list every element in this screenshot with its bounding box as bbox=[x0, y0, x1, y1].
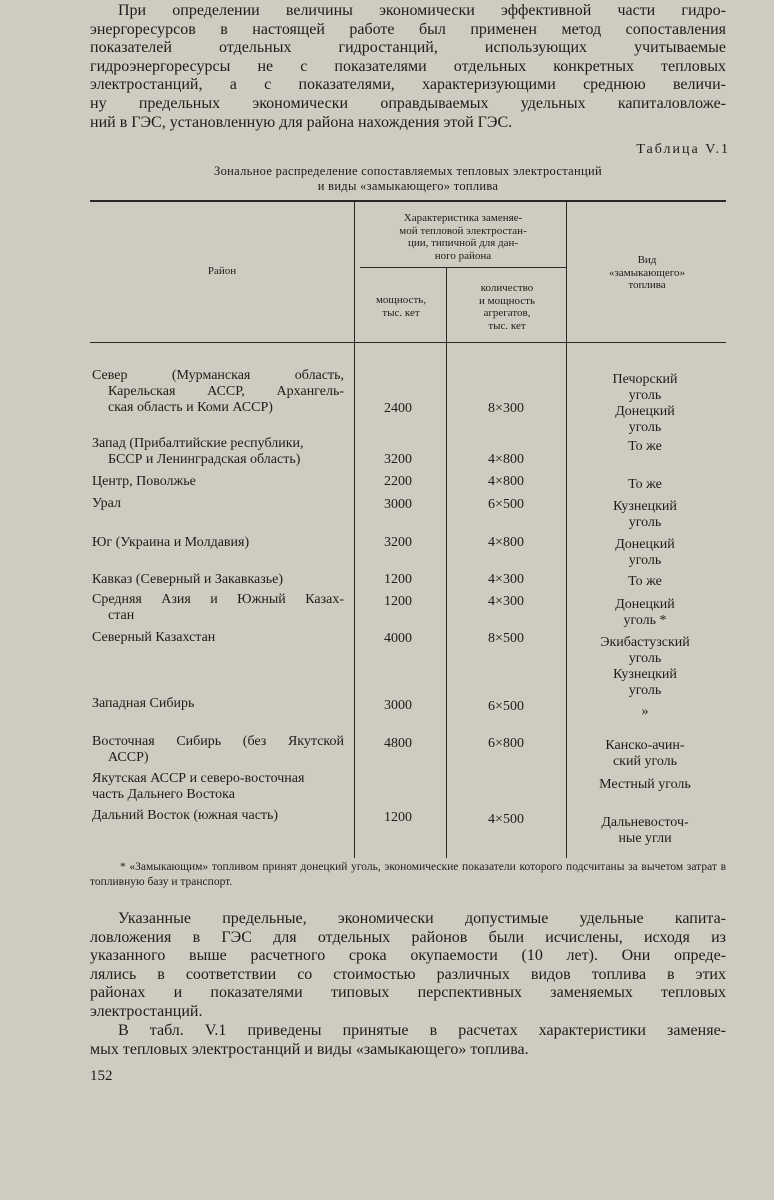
region-line: Урал bbox=[92, 496, 122, 511]
header-line: Вид bbox=[637, 254, 657, 266]
intro-paragraph bbox=[90, 2, 726, 132]
region-cell bbox=[92, 630, 344, 646]
region-line: Западная Сибирь bbox=[92, 696, 195, 711]
header-line: Характеристика заменяе- bbox=[403, 212, 523, 224]
fuel-line: уголь * bbox=[623, 613, 667, 628]
quantity-cell: 8×500 bbox=[488, 631, 524, 646]
quantity-cell: 8×300 bbox=[488, 401, 524, 416]
header-line: тыс. кет bbox=[488, 319, 526, 332]
region-line: Карельская АССР, Архангель- bbox=[108, 384, 344, 399]
region-cell bbox=[92, 535, 344, 551]
region-cell bbox=[92, 474, 344, 490]
region-line: Юг (Украина и Молдавия) bbox=[92, 535, 250, 550]
region-line: Кавказ (Северный и Закавказье) bbox=[92, 572, 284, 587]
fuel-line: Дальневосточ- bbox=[601, 815, 689, 830]
fuel-cell bbox=[570, 635, 720, 699]
fuel-cell bbox=[570, 704, 720, 720]
text-line: ловложения в ГЭС для отдельных районов были исчислены, исходя из bbox=[90, 928, 726, 946]
header-line: «замыкающего» bbox=[609, 266, 685, 279]
fuel-cell bbox=[570, 777, 720, 793]
fuel-line: Канско-ачин- bbox=[605, 738, 685, 753]
fuel-line: ные угли bbox=[618, 831, 672, 846]
power-cell: 3200 bbox=[384, 452, 412, 467]
fuel-cell bbox=[570, 815, 720, 847]
quantity-cell: 4×300 bbox=[488, 594, 524, 609]
header-line: агрегатов, bbox=[483, 307, 531, 319]
power-cell: 2200 bbox=[384, 474, 412, 489]
column-divider bbox=[354, 202, 355, 858]
header-characteristic bbox=[360, 212, 566, 262]
region-line: Средняя Азия и Южный Казах- bbox=[92, 592, 344, 607]
region-cell bbox=[92, 696, 344, 712]
region-line: часть Дальнего Востока bbox=[92, 787, 235, 802]
table-label: Таблица V.1 bbox=[636, 142, 730, 157]
fuel-line: Донецкий bbox=[615, 597, 675, 612]
caption-line: и виды «замыкающего» топлива bbox=[317, 179, 499, 193]
fuel-line: Донецкий bbox=[615, 404, 675, 419]
fuel-cell bbox=[570, 738, 720, 770]
header-line: и мощность bbox=[479, 294, 535, 307]
fuel-line: уголь bbox=[628, 388, 662, 403]
header-fuel bbox=[568, 254, 726, 292]
header-line: топлива bbox=[628, 279, 666, 291]
header-region: Район bbox=[207, 265, 237, 277]
fuel-cell bbox=[570, 372, 720, 436]
fuel-cell bbox=[570, 574, 720, 590]
text-line: При определении величины экономически эффективной части гидро- bbox=[118, 2, 726, 19]
text-line: районах и показателями типовых перспективных заменяемых тепловых bbox=[90, 984, 726, 1002]
fuel-line: То же bbox=[628, 439, 662, 454]
text-line: энергоресурсов в настоящей работе был применен метод сопоставления bbox=[90, 20, 726, 38]
region-cell bbox=[92, 572, 344, 588]
text-line: ну предельных экономически оправдываемых удельных капиталовложе- bbox=[90, 94, 726, 112]
body-paragraph bbox=[90, 910, 726, 1022]
table-footnote: * «Замыкающим» топливом принят донецкий уголь, экономические показатели которого подсчитаны за вычетом затрат в топливную базу и транспорт. bbox=[90, 861, 726, 888]
page-number: 152 bbox=[90, 1068, 113, 1084]
fuel-line: Местный уголь bbox=[599, 777, 691, 792]
region-line: Северный Казахстан bbox=[92, 630, 216, 645]
quantity-cell: 4×800 bbox=[488, 474, 524, 489]
fuel-line: Донецкий bbox=[615, 537, 675, 552]
header-line: ного района bbox=[434, 249, 492, 262]
text-line: показателей отдельных гидростанций, использующих учитываемые bbox=[90, 39, 726, 57]
fuel-line: Печорский bbox=[612, 372, 678, 387]
region-cell bbox=[92, 771, 344, 803]
header-quantity bbox=[448, 282, 566, 332]
table-caption bbox=[90, 164, 726, 194]
fuel-line: уголь bbox=[628, 683, 662, 698]
header-sub-rule bbox=[360, 267, 566, 268]
quantity-cell: 6×800 bbox=[488, 736, 524, 751]
region-line: Восточная Сибирь (без Якутской bbox=[92, 734, 344, 749]
fuel-line: уголь bbox=[628, 651, 662, 666]
header-line: ции, типичной для дан- bbox=[407, 237, 519, 249]
region-line: Дальний Восток (южная часть) bbox=[92, 808, 279, 823]
header-line: тыс. кет bbox=[382, 306, 420, 319]
power-cell: 1200 bbox=[384, 810, 412, 825]
text-line: В табл. V.1 приведены принятые в расчетах характеристики заменяе- bbox=[118, 1022, 726, 1039]
fuel-line: Кузнецкий bbox=[613, 667, 677, 682]
header-bottom-rule bbox=[90, 342, 726, 343]
region-line: АССР) bbox=[108, 750, 149, 765]
text-line: мых тепловых электростанций и виды «замыкающего» топлива. bbox=[90, 1040, 529, 1058]
region-cell bbox=[92, 368, 344, 416]
region-cell bbox=[92, 436, 344, 468]
region-line: БССР и Ленинградская область) bbox=[108, 452, 301, 467]
region-cell bbox=[92, 808, 344, 824]
fuel-line: уголь bbox=[628, 515, 662, 530]
power-cell: 3000 bbox=[384, 497, 412, 512]
power-cell: 2400 bbox=[384, 401, 412, 416]
text-line: указанного выше расчетного срока окупаемости (10 лет). Они опреде- bbox=[90, 947, 726, 965]
text-line: гидроэнергоресурсы не с показателями отдельных конкретных тепловых bbox=[90, 57, 726, 75]
quantity-cell: 6×500 bbox=[488, 497, 524, 512]
fuel-line: ский уголь bbox=[612, 754, 678, 769]
text-line: Указанные предельные, экономически допустимые удельные капита- bbox=[118, 910, 726, 927]
quantity-cell: 6×500 bbox=[488, 699, 524, 714]
text-line: ний в ГЭС, установленную для района нахождения этой ГЭС. bbox=[90, 113, 513, 131]
header-line: мой тепловой электростан- bbox=[399, 224, 527, 237]
fuel-line: » bbox=[641, 704, 649, 719]
column-divider bbox=[446, 268, 447, 858]
closing-paragraph bbox=[90, 1022, 726, 1059]
region-cell bbox=[92, 592, 344, 624]
region-line: Центр, Поволжье bbox=[92, 474, 196, 489]
text-line: лялись в соответствии со стоимостью различных видов топлива в этих bbox=[90, 965, 726, 983]
fuel-line: Экибастузский bbox=[600, 635, 690, 650]
region-cell bbox=[92, 734, 344, 766]
region-line: Якутская АССР и северо-восточная bbox=[92, 771, 305, 786]
region-line: Север (Мурманская область, bbox=[92, 368, 344, 383]
fuel-cell bbox=[570, 597, 720, 629]
caption-line: Зональное распределение сопоставляемых тепловых электростанций bbox=[214, 164, 602, 178]
region-cell bbox=[92, 496, 344, 512]
quantity-cell: 4×800 bbox=[488, 452, 524, 467]
header-line: количество bbox=[480, 282, 534, 294]
header-power bbox=[356, 294, 446, 319]
fuel-cell bbox=[570, 439, 720, 455]
fuel-line: То же bbox=[628, 477, 662, 492]
fuel-cell bbox=[570, 537, 720, 569]
column-divider bbox=[566, 202, 567, 858]
power-cell: 3000 bbox=[384, 698, 412, 713]
region-line: ская область и Коми АССР) bbox=[108, 400, 273, 415]
quantity-cell: 4×800 bbox=[488, 535, 524, 550]
fuel-line: уголь bbox=[628, 553, 662, 568]
header-line: мощность, bbox=[375, 294, 427, 306]
quantity-cell: 4×300 bbox=[488, 572, 524, 587]
power-cell: 1200 bbox=[384, 572, 412, 587]
region-line: Запад (Прибалтийские республики, bbox=[92, 436, 304, 451]
fuel-line: Кузнецкий bbox=[613, 499, 677, 514]
text-line: электростанций, а с показателями, характеризующими среднюю величи- bbox=[90, 76, 726, 94]
fuel-line: То же bbox=[628, 574, 662, 589]
power-cell: 3200 bbox=[384, 535, 412, 550]
region-line: стан bbox=[108, 608, 135, 623]
fuel-line: уголь bbox=[628, 420, 662, 435]
table-top-rule bbox=[90, 200, 726, 202]
power-cell: 4800 bbox=[384, 736, 412, 751]
text-line: электростанций. bbox=[90, 1002, 203, 1020]
quantity-cell: 4×500 bbox=[488, 812, 524, 827]
power-cell: 4000 bbox=[384, 631, 412, 646]
power-cell: 1200 bbox=[384, 594, 412, 609]
fuel-cell bbox=[570, 499, 720, 531]
fuel-cell bbox=[570, 477, 720, 493]
